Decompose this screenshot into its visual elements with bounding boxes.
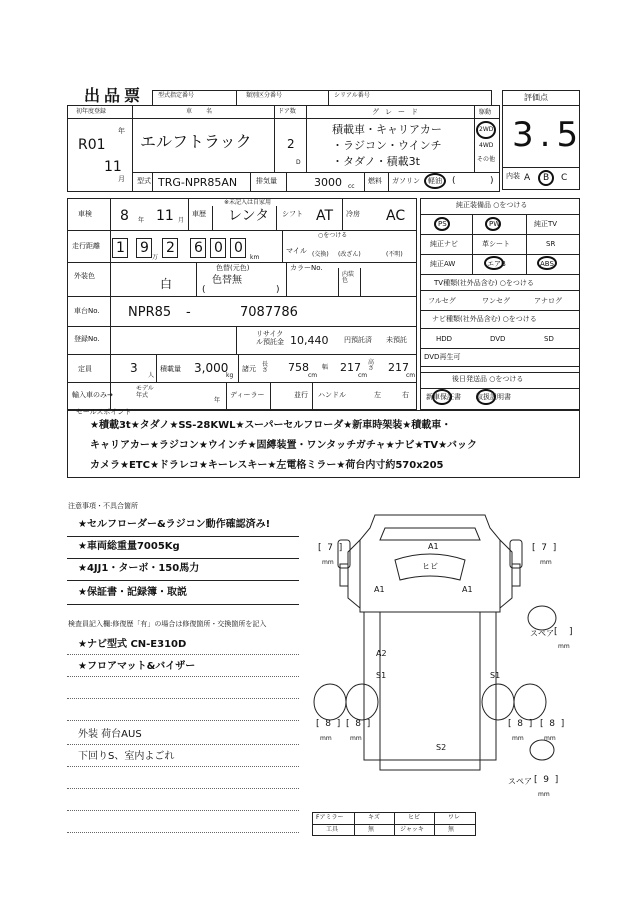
door-unit: D bbox=[296, 159, 301, 166]
width-unit: cm bbox=[358, 372, 368, 379]
legend-value: 無 bbox=[368, 826, 375, 833]
grade-line2: ・ラジコン・ウインチ bbox=[332, 139, 442, 152]
mileage-digit: 1 bbox=[116, 240, 125, 256]
interior-label: 内装 bbox=[506, 172, 520, 180]
spare-tire-top bbox=[528, 606, 556, 630]
load-label: 積載量 bbox=[160, 365, 181, 373]
navi-item: HDD bbox=[436, 335, 453, 343]
tire-front-right: [ 7 ] bbox=[532, 543, 557, 553]
handle-left: 左 bbox=[374, 391, 381, 399]
legend-value: ジャッキ bbox=[400, 826, 424, 833]
load: 3,000 bbox=[194, 361, 229, 375]
vehicle-name: エルフトラック bbox=[140, 132, 252, 151]
mileage-man: 万 bbox=[152, 254, 159, 261]
post-item: 新車保証書 bbox=[426, 393, 461, 401]
fuel-paren: ( bbox=[452, 176, 456, 186]
score: 3.5 bbox=[512, 115, 585, 155]
legend-header: キズ bbox=[368, 814, 380, 821]
tire-rear-left-inner: [ 8 ] bbox=[346, 719, 371, 729]
right-mirror bbox=[512, 564, 520, 586]
sales-points-label: セールスポイント bbox=[76, 408, 132, 416]
inspector-line: ★ナビ型式 CN-E310D bbox=[78, 639, 187, 650]
month-unit: 月 bbox=[118, 175, 125, 183]
mileage-digit: 9 bbox=[140, 240, 149, 256]
notes-label: 注意事項・不具合箇所 bbox=[68, 502, 138, 510]
sales-line: キャリアカー★ラジコン★ウインチ★固縛装置・ワンタッチガチャ★ナビ★TV★バック bbox=[90, 440, 478, 451]
length: 758 bbox=[288, 361, 309, 374]
handle-right: 右 bbox=[402, 391, 409, 399]
inspection-month-unit: 月 bbox=[178, 217, 185, 224]
model-cert-label: 型式指定番号 bbox=[158, 92, 195, 99]
displacement-label: 排気量 bbox=[256, 177, 277, 185]
grade-line3: ・タダノ・積載3t bbox=[332, 155, 420, 168]
drive-4wd: 4WD bbox=[479, 142, 494, 149]
history-note: ※未記入は自家用 bbox=[224, 199, 272, 206]
spare-tire-bottom bbox=[530, 740, 554, 760]
dvd-label: DVD再生可 bbox=[424, 353, 461, 361]
inspection-label: 車検 bbox=[78, 210, 92, 218]
rear-left-tire-inner bbox=[346, 684, 378, 720]
length-unit: cm bbox=[308, 372, 318, 379]
inspector-line: 外装 荷台AUS bbox=[78, 729, 142, 740]
recycle-label: リサイクル預託金 bbox=[256, 330, 284, 347]
rear-bumper bbox=[380, 760, 480, 770]
diagram-mark: A1 bbox=[374, 585, 385, 594]
navi-item: DVD bbox=[490, 335, 506, 343]
cab-roof bbox=[380, 528, 480, 540]
color-paren-open: ( bbox=[202, 285, 206, 295]
recycle-status: 円預託済 bbox=[344, 336, 372, 344]
ac-label: 冷房 bbox=[346, 210, 360, 218]
mileage-digit: 6 bbox=[194, 240, 203, 256]
doors: 2 bbox=[287, 137, 295, 151]
fuel-gas: ガソリン bbox=[392, 177, 420, 185]
inspector-line: ★フロアマット&バイザー bbox=[78, 661, 196, 672]
tv-item: ワンセグ bbox=[482, 297, 510, 305]
height-label: 高さ bbox=[368, 359, 375, 372]
notes-line: ★保証書・記録簿・取説 bbox=[78, 587, 187, 598]
handle-label: ハンドル bbox=[318, 391, 346, 399]
rear-left-tire-outer bbox=[314, 684, 346, 720]
tv-item: フルセグ bbox=[428, 297, 456, 305]
ac: AC bbox=[386, 208, 406, 224]
height-unit: cm bbox=[406, 372, 416, 379]
drive-other: その他 bbox=[477, 156, 496, 163]
sales-line: カメラ★ETC★ドラレコ★キーレスキー★左電格ミラー★荷台内寸約570x205 bbox=[90, 460, 444, 471]
mileage-digit: 0 bbox=[234, 240, 243, 256]
notes-line: ★車両総重量7005Kg bbox=[78, 541, 180, 552]
grade-header: グレード bbox=[372, 108, 424, 116]
navi-item: SD bbox=[544, 335, 554, 343]
notes-line: ★セルフローダー&ラジコン動作確認済み! bbox=[78, 519, 271, 530]
tire-unit: mm bbox=[350, 735, 362, 742]
tire-unit: mm bbox=[544, 735, 556, 742]
tire-unit: mm bbox=[538, 791, 550, 798]
equipment-header: 純正装備品 ○をつける bbox=[456, 201, 528, 209]
chassis-model: NPR85 bbox=[128, 305, 172, 320]
color-change-label: 色替(元色) bbox=[216, 264, 250, 272]
fuel-label: 燃料 bbox=[368, 177, 382, 185]
legend-header: Fアミラー bbox=[316, 814, 344, 821]
interior-color-label: 内装色 bbox=[342, 271, 355, 284]
diagram-mark: ヒビ bbox=[422, 562, 438, 571]
legend-value: 無 bbox=[448, 826, 455, 833]
category-label: 類別区分番号 bbox=[246, 92, 283, 99]
legend-header: ヒビ bbox=[408, 814, 421, 821]
recycle-unpaid: 未預託 bbox=[386, 336, 407, 344]
interior-a: A bbox=[524, 173, 531, 183]
capacity-label: 定員 bbox=[78, 365, 92, 373]
inspection-year: 8 bbox=[120, 208, 129, 224]
left-mirror bbox=[340, 564, 348, 586]
tire-unit: mm bbox=[558, 643, 570, 650]
doors-header: ドア数 bbox=[278, 108, 296, 115]
exterior-color-label: 外装色 bbox=[74, 272, 95, 280]
displacement-unit: cc bbox=[348, 183, 355, 190]
model-type-label: 型式 bbox=[137, 177, 151, 185]
load-unit: kg bbox=[226, 372, 234, 379]
history-label: 車歴 bbox=[192, 210, 206, 218]
model-type: TRG-NPR85AN bbox=[158, 176, 238, 189]
year-era: R01 bbox=[78, 137, 106, 153]
inspection-month: 11 bbox=[156, 208, 174, 224]
length-label: 長さ bbox=[262, 361, 269, 374]
mileage-opt3: (不明) bbox=[386, 251, 403, 258]
import-label: 輸入車のみ→ bbox=[72, 391, 113, 399]
reg-no-label: 登録No. bbox=[74, 335, 100, 343]
legend-header: ワレ bbox=[448, 814, 461, 821]
displacement: 3000 bbox=[314, 176, 342, 189]
diagram-mark: S2 bbox=[436, 743, 447, 752]
page-title: 出品票 bbox=[84, 86, 145, 105]
equip-item: 純正TV bbox=[534, 220, 558, 228]
interior-b: B bbox=[543, 173, 550, 183]
chassis-label: 車台No. bbox=[74, 307, 100, 315]
header-id-row bbox=[152, 90, 492, 105]
navi-header: ナビ種類(社外品含む) ○をつける bbox=[432, 315, 537, 323]
color-paren-close: ) bbox=[276, 285, 280, 295]
tire-unit: mm bbox=[320, 735, 332, 742]
rear-right-tire-outer bbox=[514, 684, 546, 720]
equip-item: 革シート bbox=[482, 240, 510, 248]
post-header: 後日発送品 ○をつける bbox=[452, 375, 524, 383]
legend-value: 工具 bbox=[326, 826, 339, 833]
mileage-opt1: (交換) bbox=[312, 251, 329, 258]
grade-line1: 積載車・キャリアカー bbox=[332, 123, 442, 136]
equip-item: SR bbox=[546, 240, 556, 248]
mileage-digit: 0 bbox=[214, 240, 223, 256]
month: 11 bbox=[104, 159, 122, 175]
post-item: 取扱説明書 bbox=[476, 393, 511, 401]
equip-item: PW bbox=[489, 220, 501, 228]
mileage-km: km bbox=[250, 254, 260, 261]
color-change: 色替無 bbox=[212, 275, 242, 286]
tv-header: TV種類(社外品含む) ○をつける bbox=[434, 279, 534, 287]
equip-item: PS bbox=[438, 220, 447, 228]
rear-right-tire-inner bbox=[482, 684, 514, 720]
inspector-label: 検査員記入欄:修復歴「有」の場合は修復箇所・交換箇所を記入 bbox=[68, 620, 267, 628]
spare-top: [ ] bbox=[554, 627, 573, 637]
spare-label: スペア bbox=[530, 629, 554, 638]
interior-b-circle bbox=[538, 170, 554, 186]
diagram-mark: A1 bbox=[462, 585, 473, 594]
tire-front-left: [ 7 ] bbox=[318, 543, 343, 553]
diagram-mark: S1 bbox=[376, 671, 387, 680]
chassis-dash: - bbox=[186, 305, 191, 320]
notes-line: ★4JJ1・ターボ・150馬力 bbox=[78, 563, 200, 574]
equip-item: 純正ナビ bbox=[430, 240, 458, 248]
fuel-diesel-circle bbox=[424, 173, 446, 189]
grade-eval-label: 評価点 bbox=[524, 93, 548, 102]
tire-rear-right: [ 8 ] bbox=[540, 719, 565, 729]
dealer-label: ディーラー bbox=[230, 391, 265, 399]
model-year-label: モデル年式 bbox=[136, 385, 154, 399]
tire-unit: mm bbox=[540, 559, 552, 566]
capacity: 3 bbox=[130, 361, 138, 375]
equip-item: ABS bbox=[540, 260, 554, 268]
drive-label: 駆動 bbox=[479, 109, 492, 116]
spare-label: スペア bbox=[508, 777, 532, 786]
mileage-note: ○をつける bbox=[318, 232, 348, 239]
width: 217 bbox=[340, 361, 361, 374]
fuel-diesel: 軽油 bbox=[428, 177, 442, 185]
first-reg-label: 初年度登録 bbox=[76, 108, 107, 115]
recycle-amount: 10,440 bbox=[290, 334, 329, 347]
diagram-mark: S1 bbox=[490, 671, 501, 680]
year-unit: 年 bbox=[118, 127, 125, 135]
mile-label: マイル bbox=[286, 247, 307, 255]
equip-item: 純正AW bbox=[430, 260, 456, 268]
color-no-label: カラーNo. bbox=[290, 264, 323, 272]
name-header: 車名 bbox=[186, 108, 227, 115]
exterior-color: 白 bbox=[160, 277, 173, 291]
tire-unit: mm bbox=[322, 559, 334, 566]
height: 217 bbox=[388, 361, 409, 374]
serial-label: シリアル番号 bbox=[334, 92, 370, 99]
tv-item: アナログ bbox=[534, 297, 562, 305]
diagram-mark: A1 bbox=[428, 542, 439, 551]
drive-2wd-circle bbox=[476, 121, 496, 139]
diagram-mark: A2 bbox=[376, 649, 387, 658]
tire-rear-left: [ 8 ] bbox=[316, 719, 341, 729]
interior-c: C bbox=[561, 173, 568, 183]
dims-label: 諸元 bbox=[242, 365, 256, 373]
bed-outline bbox=[364, 612, 496, 760]
shift-label: シフト bbox=[282, 210, 303, 218]
tire-rear-right-inner: [ 8 ] bbox=[508, 719, 533, 729]
mileage-digit: 2 bbox=[166, 240, 175, 256]
shift: AT bbox=[316, 208, 334, 224]
parallel-label: 並行 bbox=[294, 391, 308, 399]
drive-2wd: 2WD bbox=[479, 126, 494, 133]
fuel-paren-close: ) bbox=[490, 176, 494, 186]
history: レンタ bbox=[228, 208, 270, 224]
sales-line: ★積載3t★タダノ★SS-28KWL★スーパーセルフローダ★新車時架装★積載車・ bbox=[90, 420, 452, 431]
tire-unit: mm bbox=[512, 735, 524, 742]
inspection-year-unit: 年 bbox=[138, 217, 145, 224]
year-suffix: 年 bbox=[214, 397, 221, 404]
spare-bottom: [ 9 ] bbox=[534, 775, 559, 785]
width-label: 幅 bbox=[322, 364, 329, 371]
capacity-unit: 人 bbox=[148, 372, 155, 379]
chassis-number: 7087786 bbox=[240, 305, 298, 320]
mileage-opt2: (改ざん) bbox=[338, 251, 361, 258]
equip-item: エアB bbox=[487, 260, 506, 268]
inspector-line: 下回りS、室内よごれ bbox=[78, 751, 175, 762]
mileage-label: 走行距離 bbox=[72, 242, 100, 250]
